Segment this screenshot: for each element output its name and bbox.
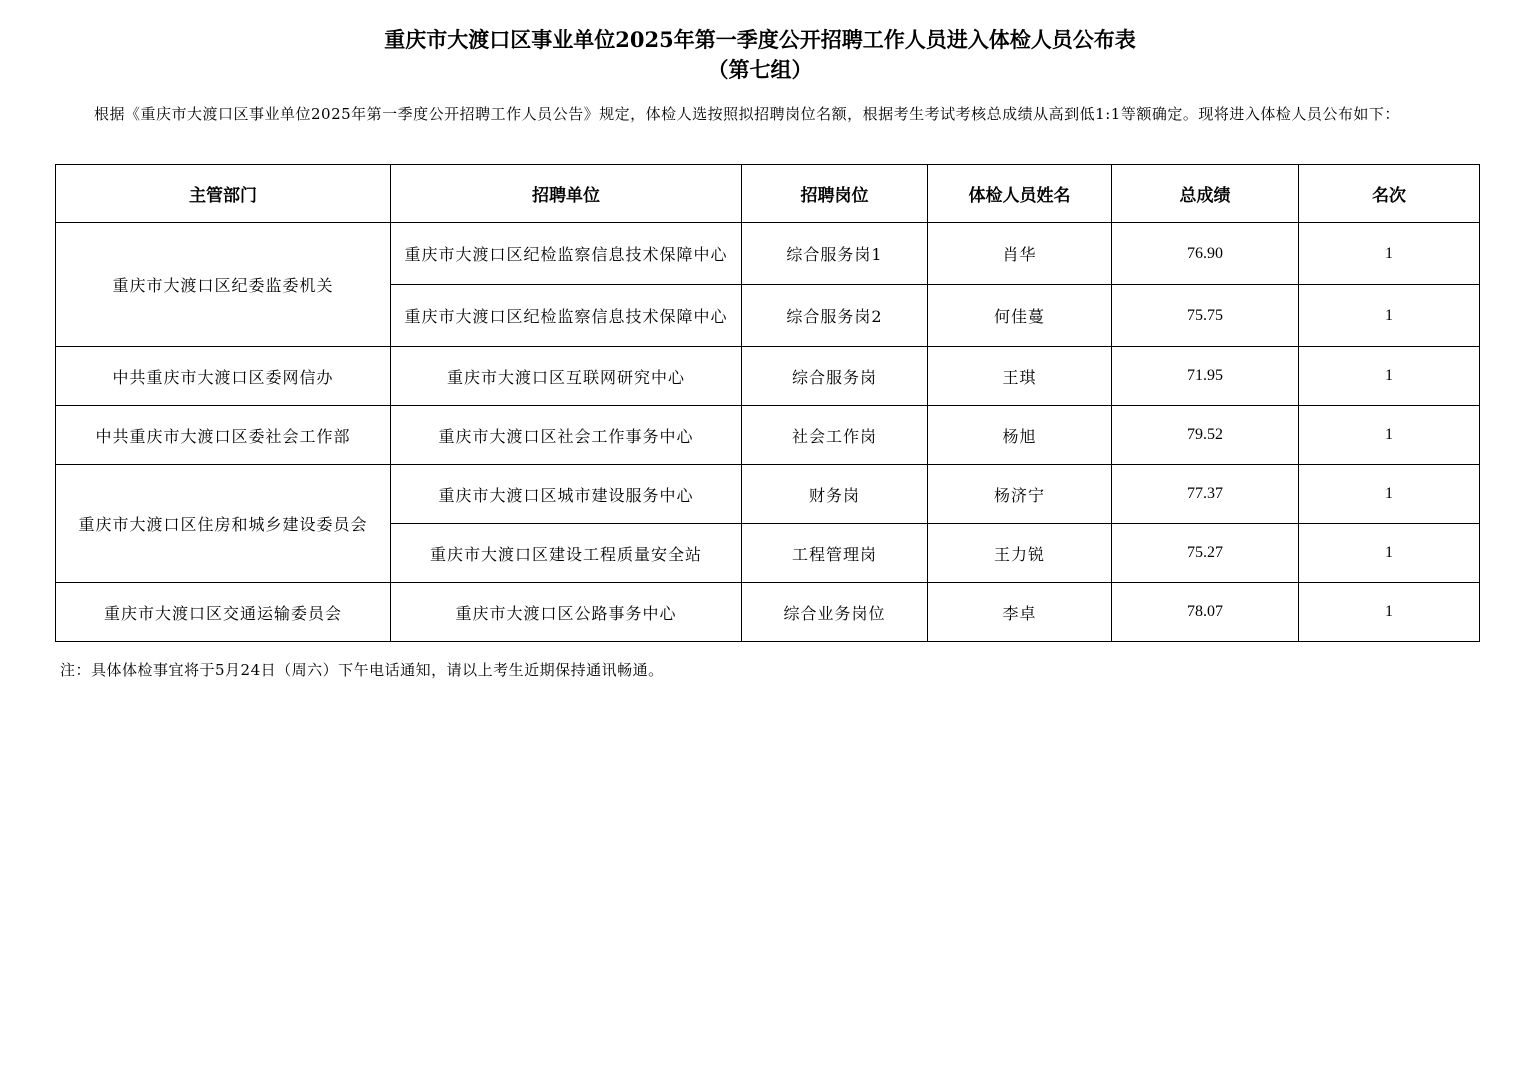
results-table xyxy=(55,164,1480,642)
table-row xyxy=(56,223,1480,285)
cell-unit: 重庆市大渡口区纪检监察信息技术保障中心 xyxy=(391,223,742,285)
cell-score: 79.52 xyxy=(1112,406,1299,465)
cell-name: 李卓 xyxy=(928,583,1112,642)
cell-name: 杨旭 xyxy=(928,406,1112,465)
cell-score: 75.27 xyxy=(1112,524,1299,583)
cell-score: 77.37 xyxy=(1112,465,1299,524)
cell-unit: 重庆市大渡口区互联网研究中心 xyxy=(391,347,742,406)
cell-post: 综合服务岗 xyxy=(742,347,928,406)
cell-dept: 重庆市大渡口区住房和城乡建设委员会 xyxy=(56,465,391,583)
table-header-row xyxy=(56,165,1480,223)
cell-dept: 重庆市大渡口区纪委监委机关 xyxy=(56,223,391,347)
header-dept: 主管部门 xyxy=(56,165,391,223)
cell-name: 肖华 xyxy=(928,223,1112,285)
cell-rank: 1 xyxy=(1299,223,1480,285)
header-post: 招聘岗位 xyxy=(742,165,928,223)
cell-score: 71.95 xyxy=(1112,347,1299,406)
cell-post: 社会工作岗 xyxy=(742,406,928,465)
table-row xyxy=(56,583,1480,642)
cell-unit: 重庆市大渡口区社会工作事务中心 xyxy=(391,406,742,465)
footnote: 注：具体体检事宜将于5月24日（周六）下午电话通知，请以上考生近期保持通讯畅通。 xyxy=(60,661,664,679)
header-score: 总成绩 xyxy=(1112,165,1299,223)
cell-dept: 中共重庆市大渡口区委网信办 xyxy=(56,347,391,406)
cell-post: 财务岗 xyxy=(742,465,928,524)
cell-score: 76.90 xyxy=(1112,223,1299,285)
cell-unit: 重庆市大渡口区建设工程质量安全站 xyxy=(391,524,742,583)
table-row xyxy=(56,465,1480,524)
header-name: 体检人员姓名 xyxy=(928,165,1112,223)
cell-unit: 重庆市大渡口区城市建设服务中心 xyxy=(391,465,742,524)
cell-unit: 重庆市大渡口区公路事务中心 xyxy=(391,583,742,642)
table-row xyxy=(56,347,1480,406)
table-row xyxy=(56,406,1480,465)
cell-post: 综合服务岗1 xyxy=(742,223,928,285)
cell-name: 杨济宁 xyxy=(928,465,1112,524)
cell-post: 综合业务岗位 xyxy=(742,583,928,642)
cell-score: 75.75 xyxy=(1112,285,1299,347)
cell-rank: 1 xyxy=(1299,406,1480,465)
cell-rank: 1 xyxy=(1299,347,1480,406)
page-subtitle: （第七组） xyxy=(707,57,813,82)
cell-score: 78.07 xyxy=(1112,583,1299,642)
cell-post: 综合服务岗2 xyxy=(742,285,928,347)
intro-paragraph: 根据《重庆市大渡口区事业单位2025年第一季度公开招聘工作人员公告》规定，体检人选按照拟招聘岗位名额，根据考生考试考核总成绩从高到低1:1等额确定。现将进入体检人员公布如下： xyxy=(94,105,1400,123)
cell-rank: 1 xyxy=(1299,524,1480,583)
cell-unit: 重庆市大渡口区纪检监察信息技术保障中心 xyxy=(391,285,742,347)
cell-name: 何佳蔓 xyxy=(928,285,1112,347)
cell-rank: 1 xyxy=(1299,465,1480,524)
cell-name: 王力锐 xyxy=(928,524,1112,583)
cell-post: 工程管理岗 xyxy=(742,524,928,583)
cell-rank: 1 xyxy=(1299,583,1480,642)
cell-name: 王琪 xyxy=(928,347,1112,406)
page-title: 重庆市大渡口区事业单位2025年第一季度公开招聘工作人员进入体检人员公布表 xyxy=(384,27,1136,52)
cell-rank: 1 xyxy=(1299,285,1480,347)
header-unit: 招聘单位 xyxy=(391,165,742,223)
cell-dept: 重庆市大渡口区交通运输委员会 xyxy=(56,583,391,642)
header-rank: 名次 xyxy=(1299,165,1480,223)
cell-dept: 中共重庆市大渡口区委社会工作部 xyxy=(56,406,391,465)
